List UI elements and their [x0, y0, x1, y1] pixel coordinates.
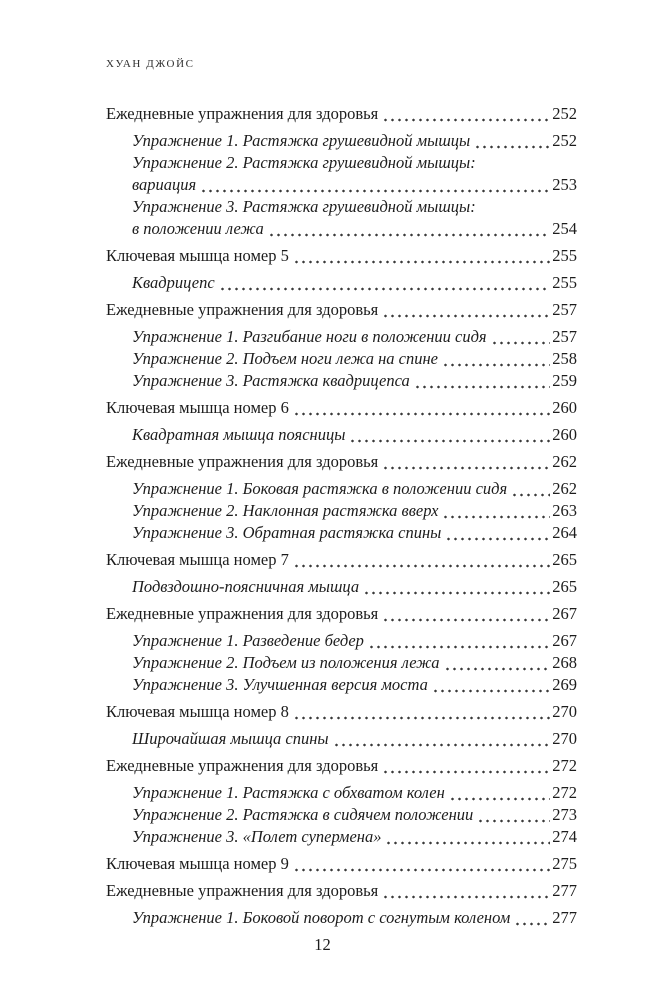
toc-entry-page: 270 [552, 729, 577, 748]
toc-entry-title: Упражнение 3. Растяжка квадрицепса [132, 371, 410, 390]
toc-entry-page: 257 [552, 327, 577, 346]
toc-entry-page: 275 [552, 854, 577, 873]
toc-entry-page: 262 [552, 452, 577, 471]
toc-entry-line [132, 370, 577, 392]
running-head: ХУАН ДЖОЙС [106, 58, 195, 70]
toc-entry-line [106, 701, 577, 723]
toc-entry-title: Ежедневные упражнения для здоровья [106, 756, 379, 775]
toc-entry [106, 370, 577, 392]
toc-entry-title: Упражнение 1. Растяжка грушевидной мышцы [132, 131, 471, 150]
toc-entry-title: Ежедневные упражнения для здоровья [106, 300, 379, 319]
toc-entry-line [132, 804, 577, 826]
leader-dots [444, 666, 551, 672]
toc-entry-page: 258 [552, 349, 577, 368]
toc-entry-line [132, 576, 577, 598]
toc-entry [106, 152, 577, 196]
leader-dots [293, 715, 550, 721]
toc-entry [106, 674, 577, 696]
toc-entry-line [132, 652, 577, 674]
toc-entry-page: 255 [552, 273, 577, 292]
toc-entry-title: Ежедневные упражнения для здоровья [106, 881, 379, 900]
toc-entry-line [132, 272, 577, 294]
toc-entry-title: Ключевая мышца номер 7 [106, 550, 289, 569]
toc-entry-title: Упражнение 2. Растяжка в сидячем положении [132, 805, 474, 824]
leader-dots [363, 590, 550, 596]
toc-entry-page: 260 [552, 398, 577, 417]
toc-entry-line [106, 397, 577, 419]
toc-entry-line [106, 853, 577, 875]
toc-entry [106, 652, 577, 674]
toc-entry-title: Ключевая мышца номер 9 [106, 854, 289, 873]
toc-entry-page: 260 [552, 425, 577, 444]
leader-dots [491, 340, 551, 346]
toc-entry-line [132, 500, 577, 522]
toc-entry [106, 549, 577, 571]
toc-entry-line [106, 755, 577, 777]
toc-entry [106, 755, 577, 777]
leader-dots [382, 117, 550, 123]
toc-entry-title: Упражнение 1. Боковая растяжка в положении сидя [132, 479, 508, 498]
toc-entry-title: Упражнение 1. Боковой поворот с согнутым коленом [132, 908, 511, 927]
toc-entry-line [132, 130, 577, 152]
toc-entry-page: 265 [552, 577, 577, 596]
toc-entry-line [106, 245, 577, 267]
toc-entry-title: Упражнение 2. Растяжка грушевидной мышцы: [132, 153, 476, 172]
toc-entry-title: Квадратная мышца поясницы [132, 425, 346, 444]
toc-entry-line [132, 152, 577, 174]
leader-dots [382, 465, 550, 471]
toc-entry-line [132, 782, 577, 804]
leader-dots [333, 742, 551, 748]
toc-entry [106, 103, 577, 125]
toc-entry-line [106, 880, 577, 902]
toc-entry-page: 257 [552, 300, 577, 319]
toc-entry [106, 522, 577, 544]
footer-page-number: 12 [314, 935, 331, 954]
toc-entry-page: 255 [552, 246, 577, 265]
toc-entry-page: 277 [552, 908, 577, 927]
toc-entry [106, 853, 577, 875]
leader-dots [442, 514, 550, 520]
toc-entry-title: Упражнение 3. Растяжка грушевидной мышцы: [132, 197, 476, 216]
toc-entry [106, 603, 577, 625]
leader-dots [382, 894, 550, 900]
toc-entry-title: Упражнение 1. Разведение бедер [132, 631, 364, 650]
toc-entry-title: Упражнение 2. Подъем ноги лежа на спине [132, 349, 439, 368]
toc-entry [106, 826, 577, 848]
toc-entry [106, 630, 577, 652]
toc-entry-title: Ежедневные упражнения для здоровья [106, 604, 379, 623]
toc-entry-page: 264 [552, 523, 577, 542]
toc-entry-title: Ключевая мышца номер 5 [106, 246, 289, 265]
leader-dots [442, 362, 550, 368]
leader-dots [477, 818, 550, 824]
leader-dots [474, 144, 550, 150]
toc-entry [106, 272, 577, 294]
leader-dots [382, 617, 550, 623]
toc-entry-page: 267 [552, 631, 577, 650]
toc-entry [106, 478, 577, 500]
toc-entry-line [106, 299, 577, 321]
toc-entry-line [132, 348, 577, 370]
toc-entry [106, 196, 577, 240]
leader-dots [382, 313, 550, 319]
leader-dots [445, 536, 550, 542]
toc-entry-page: 273 [552, 805, 577, 824]
leader-dots [293, 259, 550, 265]
leader-dots [293, 867, 550, 873]
toc-entry-title: Подвздошно-поясничная мышца [132, 577, 360, 596]
leader-dots [219, 286, 551, 292]
toc-entry-page: 252 [552, 131, 577, 150]
toc-entry [106, 500, 577, 522]
toc-entry-title: Ключевая мышца номер 8 [106, 702, 289, 721]
toc-entry [106, 907, 577, 929]
leader-dots [432, 688, 550, 694]
toc-entry-page: 262 [552, 479, 577, 498]
toc-entry-line [132, 728, 577, 750]
toc-entry-title: Ежедневные упражнения для здоровья [106, 104, 379, 123]
leader-dots [414, 384, 551, 390]
toc-entry-line [132, 826, 577, 848]
toc-entry-page: 267 [552, 604, 577, 623]
toc-entry-title: Упражнение 2. Наклонная растяжка вверх [132, 501, 439, 520]
toc-entry-line [132, 174, 577, 196]
toc-entry [106, 880, 577, 902]
toc-entry [106, 701, 577, 723]
toc-entry-page: 263 [552, 501, 577, 520]
leader-dots [511, 492, 550, 498]
toc-entry-page: 272 [552, 756, 577, 775]
toc-entry-title: Упражнение 2. Подъем из положения лежа [132, 653, 440, 672]
toc-entry [106, 804, 577, 826]
table-of-contents [106, 103, 577, 929]
leader-dots [268, 232, 550, 238]
leader-dots [382, 769, 550, 775]
toc-entry-line [132, 196, 577, 218]
toc-entry-line [132, 674, 577, 696]
toc-entry-page: 272 [552, 783, 577, 802]
toc-entry-page: 253 [552, 175, 577, 194]
toc-entry-title: Ежедневные упражнения для здоровья [106, 452, 379, 471]
toc-entry [106, 424, 577, 446]
toc-entry-line [106, 451, 577, 473]
toc-entry [106, 451, 577, 473]
toc-entry-title: Упражнение 1. Разгибание ноги в положении сидя [132, 327, 487, 346]
toc-entry-page: 277 [552, 881, 577, 900]
leader-dots [514, 921, 550, 927]
toc-entry-title: Ключевая мышца номер 6 [106, 398, 289, 417]
toc-entry-page: 268 [552, 653, 577, 672]
toc-entry [106, 728, 577, 750]
leader-dots [200, 188, 550, 194]
toc-entry [106, 299, 577, 321]
toc-entry-line [106, 103, 577, 125]
toc-entry [106, 782, 577, 804]
toc-entry-title: Упражнение 1. Растяжка с обхватом колен [132, 783, 445, 802]
toc-entry-title: Широчайшая мышца спины [132, 729, 329, 748]
toc-entry-line [132, 424, 577, 446]
toc-entry-title: Квадрицепс [132, 273, 215, 292]
toc-entry-line [106, 549, 577, 571]
leader-dots [449, 796, 550, 802]
toc-entry-line [132, 218, 577, 240]
toc-entry-title: в положении лежа [132, 219, 264, 238]
toc-entry-page: 254 [552, 219, 577, 238]
leader-dots [385, 840, 550, 846]
toc-entry [106, 576, 577, 598]
toc-entry-title: Упражнение 3. Обратная растяжка спины [132, 523, 442, 542]
toc-entry-page: 252 [552, 104, 577, 123]
toc-entry-page: 269 [552, 675, 577, 694]
toc-entry [106, 245, 577, 267]
toc-entry-line [132, 326, 577, 348]
leader-dots [293, 411, 550, 417]
toc-entry-line [132, 478, 577, 500]
leader-dots [293, 563, 550, 569]
toc-entry-line [132, 630, 577, 652]
leader-dots [368, 644, 550, 650]
leader-dots [349, 438, 550, 444]
toc-entry [106, 397, 577, 419]
toc-entry-line [132, 522, 577, 544]
toc-entry-page: 270 [552, 702, 577, 721]
toc-entry-line [132, 907, 577, 929]
toc-entry-page: 259 [552, 371, 577, 390]
toc-entry-page: 274 [552, 827, 577, 846]
toc-entry [106, 130, 577, 152]
toc-entry-line [106, 603, 577, 625]
toc-entry [106, 348, 577, 370]
toc-entry-title: вариация [132, 175, 197, 194]
toc-entry [106, 326, 577, 348]
toc-entry-title: Упражнение 3. «Полет супермена» [132, 827, 382, 846]
toc-entry-page: 265 [552, 550, 577, 569]
toc-entry-title: Упражнение 3. Улучшенная версия моста [132, 675, 428, 694]
